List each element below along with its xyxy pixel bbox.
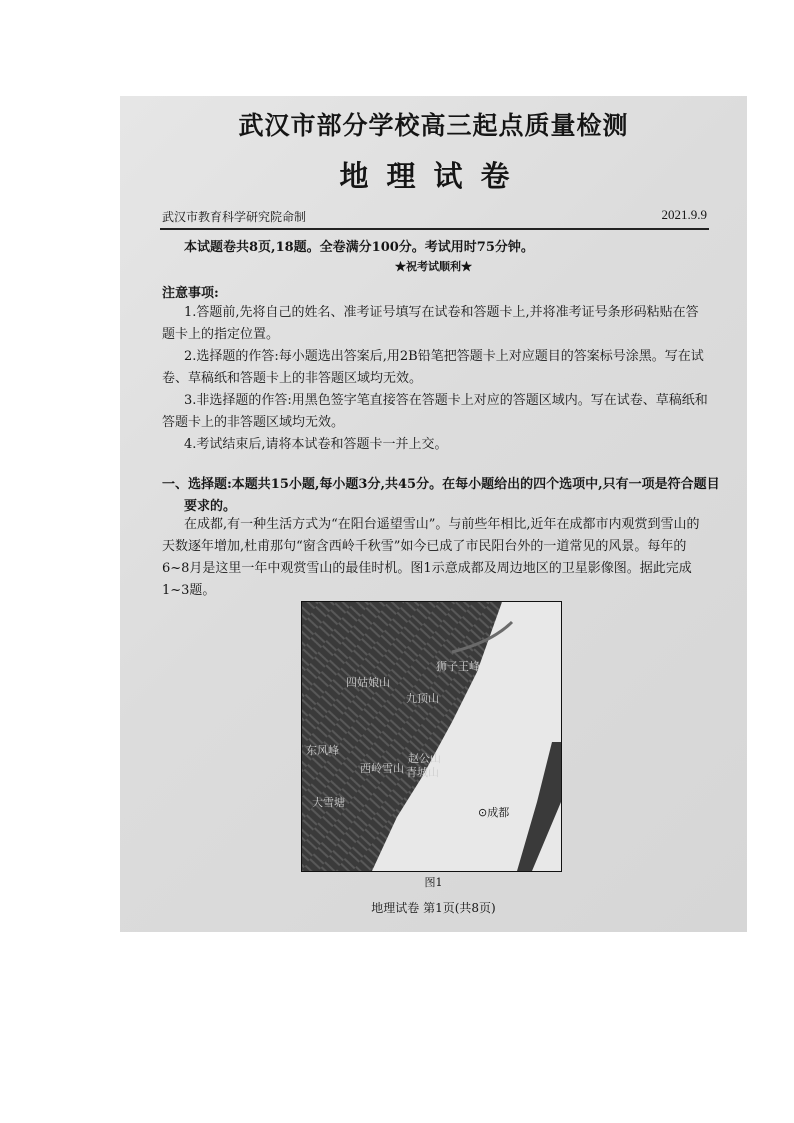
map-label-jiuding: 九顶山: [406, 692, 439, 705]
map-label-dongfeng: 东风峰: [306, 744, 339, 757]
map-label-daxue: 大雪塘: [312, 796, 345, 809]
school-title: 武汉市部分学校高三起点质量检测: [238, 111, 629, 140]
exam-page: [120, 96, 747, 932]
exam-info: 本试题卷共8页,18题。全卷满分100分。考试用时75分钟。: [184, 240, 534, 255]
map-label-xiling: 西岭雪山: [360, 762, 404, 775]
satellite-image-figure: [301, 601, 562, 872]
header-rule: [160, 228, 709, 230]
map-label-chengdu: ⊙成都: [478, 806, 510, 819]
notice-item-1: 1.答题前,先将自己的姓名、准考证号填写在试卷和答题卡上,并将准考证号条形码粘贴在答题卡上的指定位置。: [162, 305, 699, 342]
issuer: 武汉市教育科学研究院命制: [162, 210, 307, 224]
good-luck-wish: ★祝考试顺利★: [395, 260, 472, 273]
subject-title: 地理试卷: [339, 159, 528, 193]
figure-caption: 图1: [424, 876, 443, 889]
satellite-image: [302, 602, 561, 871]
exam-date: 2021.9.9: [661, 207, 707, 222]
section-one-heading: 一、选择题:本题共15小题,每小题3分,共45分。在每小题给出的四个选项中,只有一项是符合题目要求的。: [162, 477, 720, 514]
question-passage: 在成都,有一种生活方式为“在阳台遥望雪山”。与前些年相比,近年在成都市内观赏到雪山的天数逐年增加,杜甫那句“窗含西岭千秋雪”如今已成了市民阳台外的一道常见的风景。每年的6~8月是这里一年中观赏雪山的最佳时机。图1示意成都及周边地区的卫星影像图。据此完成1~3题。: [162, 517, 700, 598]
page-footer: 地理试卷 第1页(共8页): [371, 901, 496, 915]
notice-item-2: 2.选择题的作答:每小题选出答案后,用2B铅笔把答题卡上对应题目的答案标号涂黑。写在试卷、草稿纸和答题卡上的非答题区域均无效。: [162, 349, 704, 386]
map-label-zhaogong: 赵公山: [408, 752, 441, 765]
notice-item-3: 3.非选择题的作答:用黑色签字笔直接答在答题卡上对应的答题区域内。写在试卷、草稿纸和答题卡上的非答题区域均无效。: [162, 393, 708, 430]
map-label-siguniang: 四姑娘山: [346, 676, 390, 689]
map-label-shizi: 狮子王峰: [436, 660, 480, 673]
map-label-qingcheng: 青城山: [406, 766, 439, 779]
notice-heading: 注意事项:: [162, 286, 219, 301]
notice-item-4: 4.考试结束后,请将本试卷和答题卡一并上交。: [184, 437, 448, 452]
